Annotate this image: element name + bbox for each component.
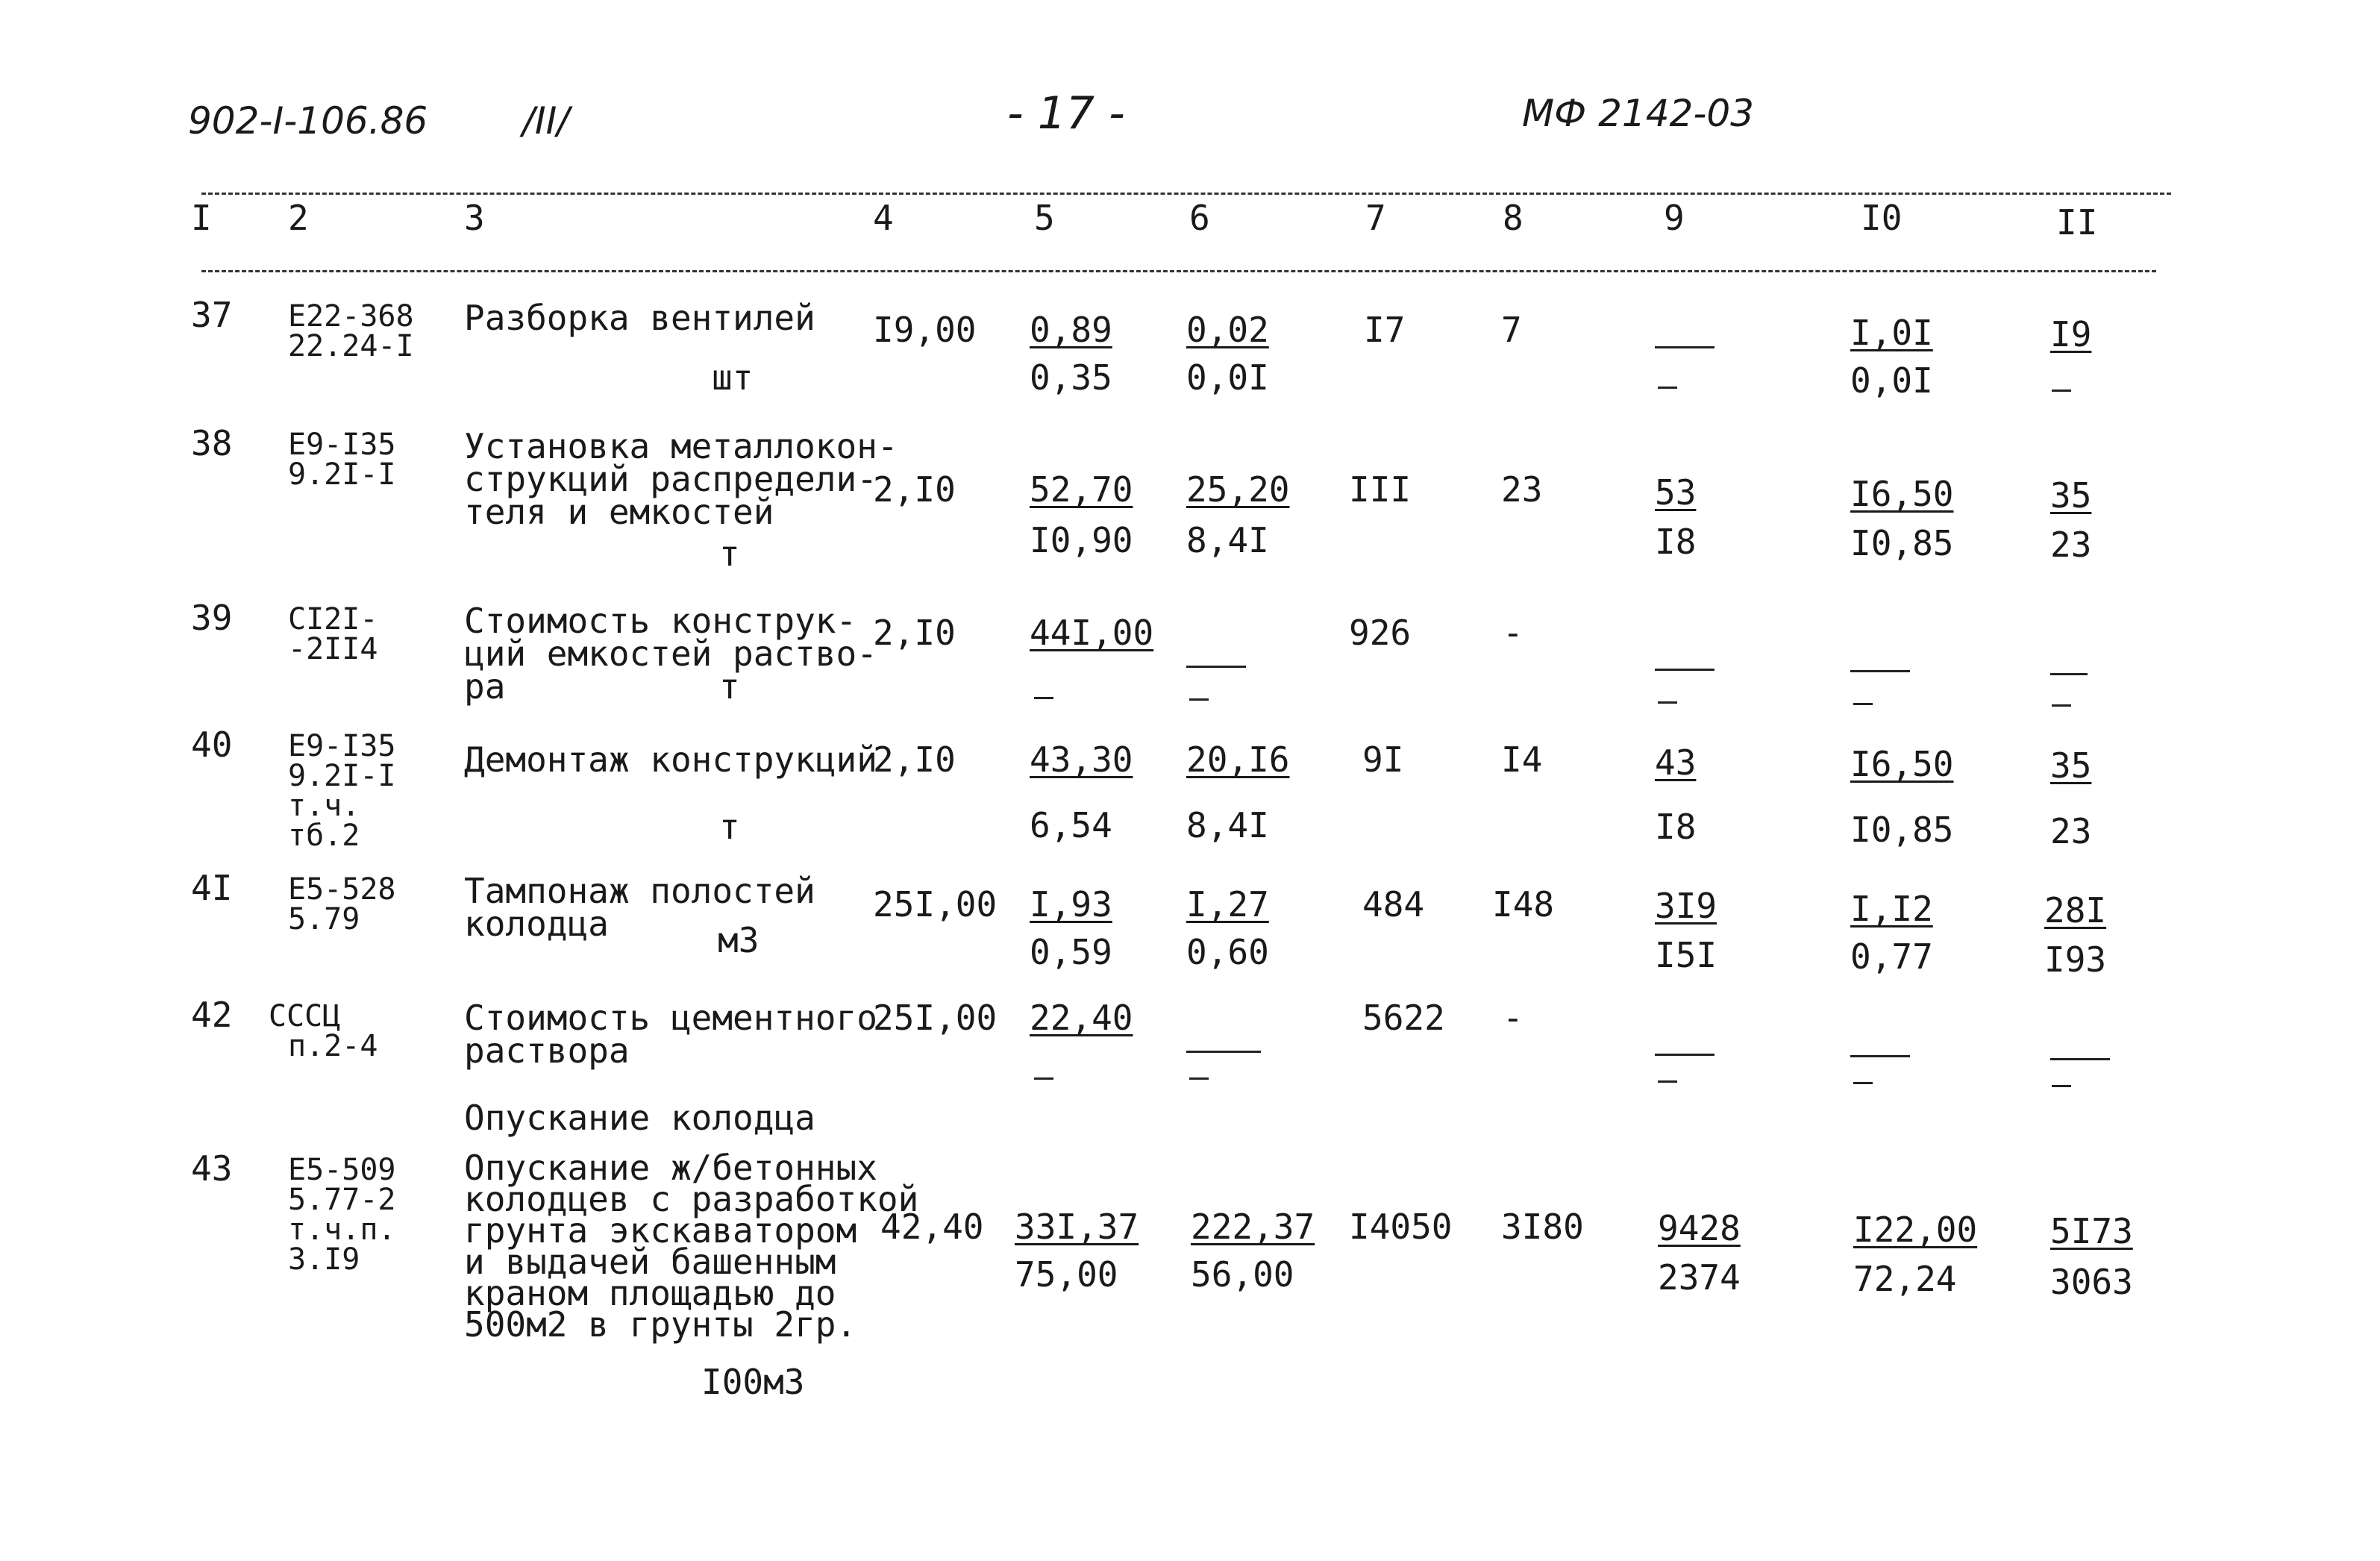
col6-top: 0,02 <box>1186 310 1269 350</box>
col7: I7 <box>1364 310 1406 350</box>
col6-bottom <box>1189 1060 1209 1092</box>
col5-top: 43,30 <box>1030 739 1133 780</box>
col11-bottom: I93 <box>2044 939 2107 980</box>
col10-top: I,0I <box>1850 313 1933 353</box>
row-quantity: I9,00 <box>873 310 977 350</box>
row-unit: т <box>719 807 740 847</box>
col9-bottom: I8 <box>1655 522 1697 562</box>
row-code: Е22-368 22.24-I <box>288 299 414 363</box>
col5-bottom: 6,54 <box>1030 805 1112 845</box>
row-unit: I00м3 <box>701 1362 805 1402</box>
col5-bottom: I0,90 <box>1030 520 1133 560</box>
col10-top: I6,50 <box>1850 744 1954 784</box>
col7: 5622 <box>1362 998 1445 1038</box>
col9-bottom: I5I <box>1655 935 1717 975</box>
col11-bottom: 23 <box>2050 811 2092 851</box>
row-description: Стоимость конструк- ций емкостей раство- ра <box>464 601 877 707</box>
col10-top: I22,00 <box>1853 1210 1978 1250</box>
col9-top: 43 <box>1655 742 1697 783</box>
col5-bottom: 0,59 <box>1030 932 1112 972</box>
col10-bottom <box>1853 1064 1873 1097</box>
col7: I4050 <box>1349 1207 1453 1247</box>
col7: 926 <box>1349 613 1412 653</box>
col10-top: I6,50 <box>1850 474 1954 514</box>
col10-bottom <box>1853 685 1873 718</box>
col9-bottom <box>1658 369 1677 401</box>
row-code: Е5-509 5.77-2 т.ч.п. 3.I9 <box>288 1153 396 1277</box>
col5-bottom: 0,35 <box>1030 357 1112 398</box>
header-bottom-rule <box>201 270 2156 272</box>
row-quantity: 25I,00 <box>873 884 998 925</box>
row-code: Е9-I35 9.2I-I т.ч. тб.2 <box>288 729 396 853</box>
col5-top: 22,40 <box>1030 998 1133 1038</box>
col5-top: 33I,37 <box>1015 1207 1139 1247</box>
row-description: Тампонаж полостей колодца <box>464 871 815 944</box>
col5-top: 44I,00 <box>1030 613 1154 653</box>
row-quantity: 42,40 <box>880 1207 984 1247</box>
col11-bottom <box>2052 372 2071 404</box>
col6-bottom <box>1189 681 1209 713</box>
col11-top: I9 <box>2050 314 2092 354</box>
col6-top: 25,20 <box>1186 469 1290 510</box>
row-code: СССЦ п.2-4 <box>269 999 378 1063</box>
col5-top: I,93 <box>1030 884 1112 925</box>
col5-bottom: 75,00 <box>1015 1254 1118 1295</box>
col6-top: I,27 <box>1186 884 1269 925</box>
row-number: 39 <box>191 598 233 638</box>
col10-top: I,I2 <box>1850 889 1933 929</box>
row-description: Стоимость цементного раствора <box>464 998 877 1071</box>
row-number: 4I <box>191 868 233 908</box>
col5-top: 52,70 <box>1030 469 1133 510</box>
row-quantity: 2,I0 <box>873 739 956 780</box>
col9-top: 3I9 <box>1655 886 1717 926</box>
col6-bottom: 56,00 <box>1191 1254 1294 1295</box>
col11-top <box>2050 655 2088 688</box>
col9-bottom <box>1658 1063 1677 1095</box>
row-unit: м3 <box>718 920 760 960</box>
column-header-6: 6 <box>1189 198 1210 238</box>
col9-top <box>1655 651 1714 683</box>
col7: 9I <box>1362 739 1404 780</box>
row-quantity: 2,I0 <box>873 469 956 510</box>
col6-bottom: 0,60 <box>1186 932 1269 972</box>
col11-bottom: 3063 <box>2050 1262 2133 1302</box>
column-header-10: I0 <box>1861 198 1903 238</box>
col5-bottom <box>1034 1060 1053 1092</box>
column-header-2: 2 <box>288 198 309 238</box>
column-header-7: 7 <box>1365 198 1386 238</box>
col8: 23 <box>1501 469 1543 510</box>
col11-bottom <box>2052 1067 2071 1100</box>
col10-bottom: I0,85 <box>1850 523 1954 563</box>
col11-top: 35 <box>2050 475 2092 516</box>
col8: 7 <box>1501 310 1522 350</box>
col9-top: 9428 <box>1658 1208 1741 1248</box>
column-header-4: 4 <box>873 198 894 238</box>
col11-bottom: 23 <box>2050 525 2092 565</box>
row-number: 42 <box>191 995 233 1035</box>
col6-top: 222,37 <box>1191 1207 1315 1247</box>
row-quantity: 25I,00 <box>873 998 998 1038</box>
row-quantity: 2,I0 <box>873 613 956 653</box>
document-code-right: МФ 2142-03 <box>1522 92 1754 135</box>
col11-top: 28I <box>2044 890 2107 930</box>
column-header-5: 5 <box>1034 198 1055 238</box>
col8: 3I80 <box>1501 1207 1584 1247</box>
column-header-3: 3 <box>464 198 485 238</box>
row-code: Е5-528 5.79 <box>288 872 396 936</box>
row-description: Установка металлокон- струкций распредели- теля и емкостей <box>464 426 898 532</box>
row-number: 43 <box>191 1148 233 1189</box>
row-code: СI2I- -2II4 <box>288 602 378 666</box>
row-unit: т <box>719 534 740 574</box>
col6-top: 20,I6 <box>1186 739 1290 780</box>
col8: - <box>1503 613 1523 653</box>
column-header-8: 8 <box>1503 198 1523 238</box>
row-number: 40 <box>191 725 233 765</box>
row-unit: шт <box>712 357 754 398</box>
column-header-1: I <box>191 198 212 238</box>
row-number: 38 <box>191 423 233 463</box>
col6-bottom: 8,4I <box>1186 520 1269 560</box>
col5-top: 0,89 <box>1030 310 1112 350</box>
page-number: - 17 - <box>1007 87 1125 140</box>
row-description: Демонтаж конструкций <box>464 739 877 780</box>
col6-top <box>1186 648 1246 681</box>
row-unit: т <box>719 666 740 707</box>
col5-bottom <box>1034 679 1053 712</box>
col9-bottom: I8 <box>1655 807 1697 847</box>
col7: III <box>1349 469 1412 510</box>
column-header-11: II <box>2056 202 2098 243</box>
column-header-9: 9 <box>1664 198 1685 238</box>
col8: - <box>1503 998 1523 1038</box>
col6-bottom: 0,0I <box>1186 357 1269 398</box>
row-number: 37 <box>191 295 233 335</box>
col11-top: 35 <box>2050 745 2092 786</box>
col10-bottom: 72,24 <box>1853 1259 1957 1299</box>
col9-top: 53 <box>1655 472 1697 513</box>
row-code: Е9-I35 9.2I-I <box>288 428 396 492</box>
document-code: 902-I-106.86 <box>188 99 428 143</box>
col11-bottom <box>2052 686 2071 719</box>
col8: I48 <box>1492 884 1555 925</box>
col10-bottom: 0,77 <box>1850 936 1933 977</box>
row-description: Разборка вентилей <box>464 298 815 338</box>
section-title: Опускание колодца <box>464 1098 815 1138</box>
col8: I4 <box>1501 739 1543 780</box>
header-top-rule <box>201 193 2171 195</box>
col9-bottom: 2374 <box>1658 1257 1741 1298</box>
col9-top <box>1655 328 1714 361</box>
col10-bottom: 0,0I <box>1850 360 1933 401</box>
col6-bottom: 8,4I <box>1186 805 1269 845</box>
col7: 484 <box>1362 884 1425 925</box>
col10-top <box>1850 652 1910 685</box>
col11-top: 5I73 <box>2050 1211 2133 1251</box>
row-description: Опускание ж/бетонных колодцев с разработкой грунта экскаватором и выдачей башенным краном площадью до 500м2 в грунты 2гр. <box>464 1148 919 1345</box>
col10-bottom: I0,85 <box>1850 810 1954 850</box>
album-number: /II/ <box>522 99 570 143</box>
col9-bottom <box>1658 683 1677 716</box>
